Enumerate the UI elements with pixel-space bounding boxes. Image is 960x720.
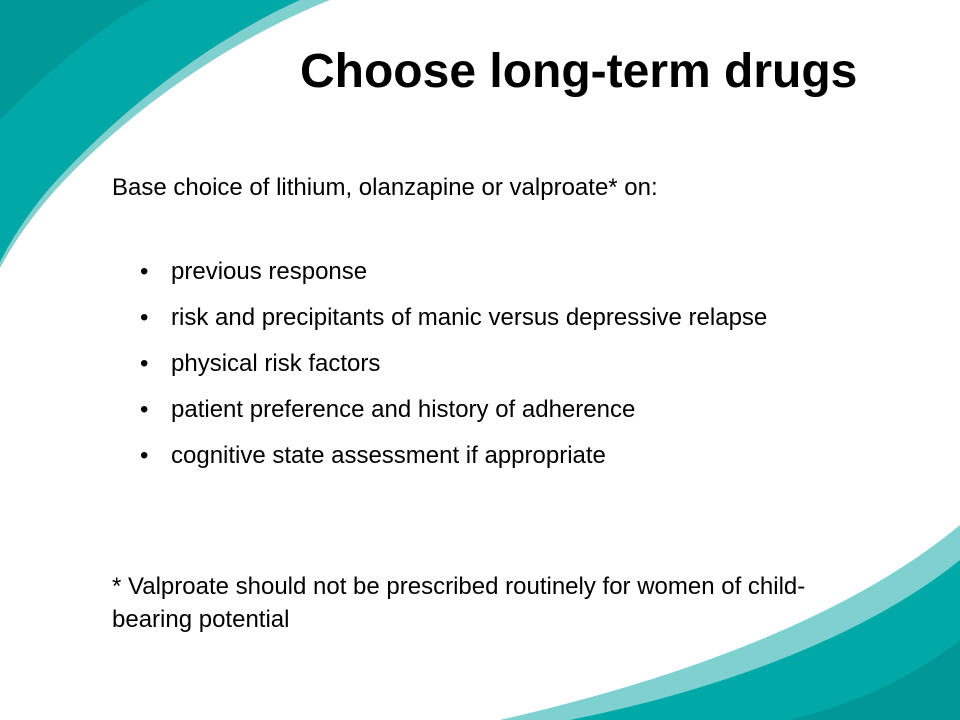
bullet-dot: •	[140, 396, 149, 423]
slide-title: Choose long-term drugs	[300, 45, 858, 98]
footnote: * Valproate should not be prescribed routinely for women of child-bearing potential	[112, 573, 806, 633]
bullet-text: previous response	[171, 258, 368, 285]
bullet-item	[140, 440, 880, 471]
intro-text: Base choice of lithium, olanzapine or valproate* on:	[112, 174, 658, 201]
bullet-item	[140, 302, 880, 333]
bullet-dot: •	[140, 442, 149, 469]
bullet-dot: •	[140, 350, 149, 377]
bullet-item	[140, 348, 880, 379]
bullet-item	[140, 394, 880, 425]
bullet-dot: •	[140, 304, 149, 331]
bullet-text: physical risk factors	[171, 350, 381, 377]
bullet-list	[140, 256, 880, 486]
bullet-dot: •	[140, 258, 149, 285]
bullet-item	[140, 256, 880, 287]
bullet-text: patient preference and history of adherence	[171, 396, 636, 423]
bullet-text: cognitive state assessment if appropriate	[171, 442, 606, 469]
bullet-text: risk and precipitants of manic versus depressive relapse	[171, 304, 768, 331]
